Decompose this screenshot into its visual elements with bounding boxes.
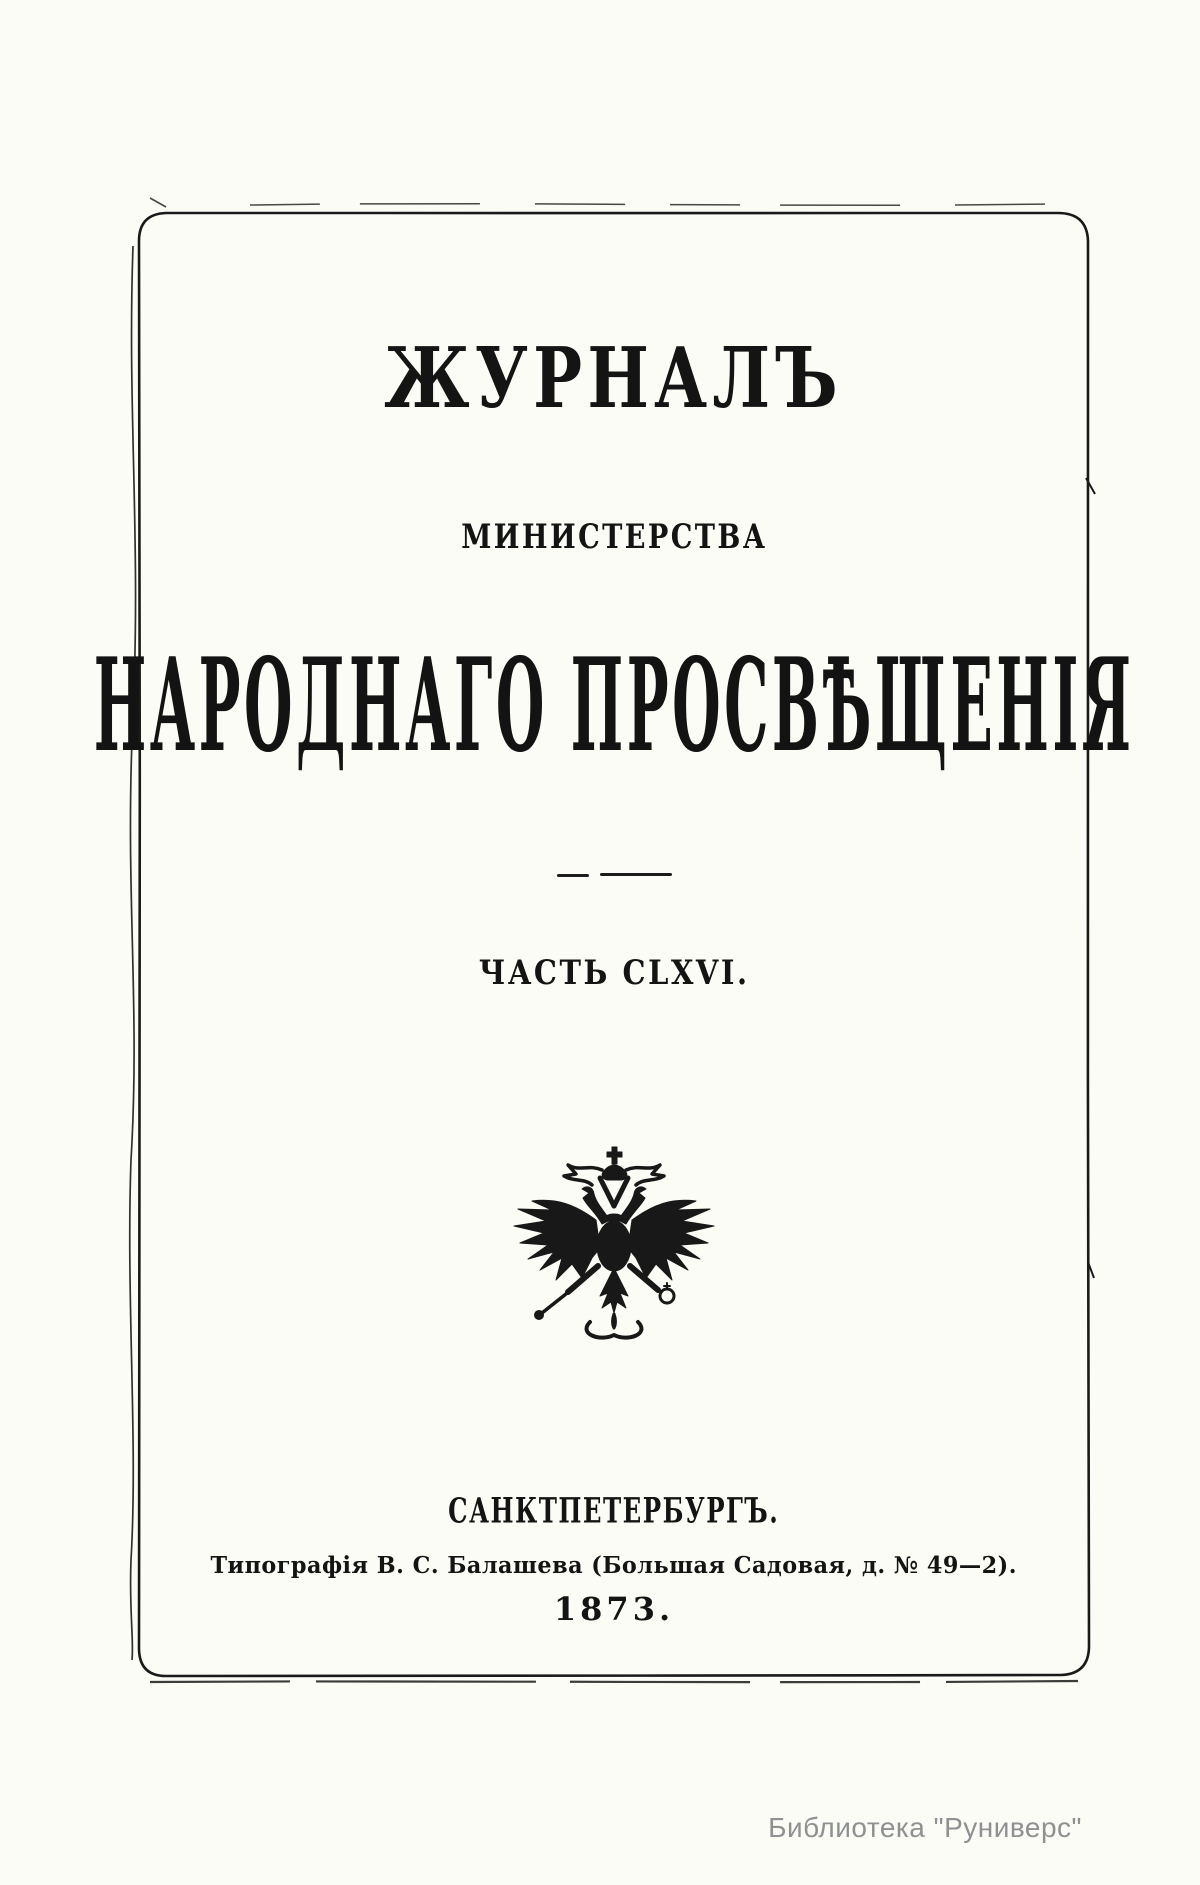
crown-ribbon-left (564, 1165, 602, 1185)
printer-imprint-line (139, 1550, 1089, 1582)
eagle-wing-right (628, 1200, 714, 1280)
ministry-line-text: МИНИСТЕРСТВА (460, 517, 768, 557)
eagle-body-shield (597, 1221, 631, 1271)
main-title-row (93, 632, 1135, 782)
scepter (542, 1286, 576, 1313)
city-line (139, 1490, 1089, 1532)
frame-left-corner-stub (150, 198, 166, 207)
city-line-text: САНКТПЕТЕРБУРГЪ. (448, 1490, 780, 1531)
part-number-text: ЧАСТЬ CLXVI. (478, 953, 750, 993)
neck-left-stroke (600, 1178, 614, 1206)
section-divider (139, 864, 1089, 874)
tail-drop (613, 1314, 616, 1328)
scepter-knob (535, 1311, 544, 1320)
frame-bottom-sketch-line (150, 1681, 1078, 1682)
neck-right-stroke (614, 1178, 628, 1206)
eagle-tail (600, 1268, 628, 1313)
divider-dash-short (557, 874, 589, 877)
ministry-line (139, 516, 1089, 558)
year-line: 1873. (553, 1590, 675, 1628)
frame-left-sketch-line (130, 246, 136, 1660)
main-title: НАРОДНАГО ПРОСВѢЩЕНІЯ (93, 632, 1135, 782)
crown-cross (607, 1147, 622, 1164)
imperial-eagle-emblem (504, 1146, 724, 1346)
frame-top-sketch-line (250, 204, 1050, 206)
frame-main-rect (139, 212, 1089, 1676)
crown (602, 1165, 627, 1180)
printer-imprint-text: Типографія В. С. Балашева (Большая Садовая, д. № 49—2). (210, 1552, 1018, 1579)
divider-dash-long (600, 873, 672, 876)
journal-title (139, 330, 1089, 428)
orb (660, 1289, 674, 1303)
crown-ribbon-right (626, 1165, 664, 1185)
eagle-wing-left (514, 1200, 600, 1280)
part-number-line (139, 952, 1089, 994)
journal-title-text: ЖУРНАЛЪ (384, 330, 844, 428)
library-watermark: Библиотека "Руниверс" (768, 1812, 1082, 1843)
